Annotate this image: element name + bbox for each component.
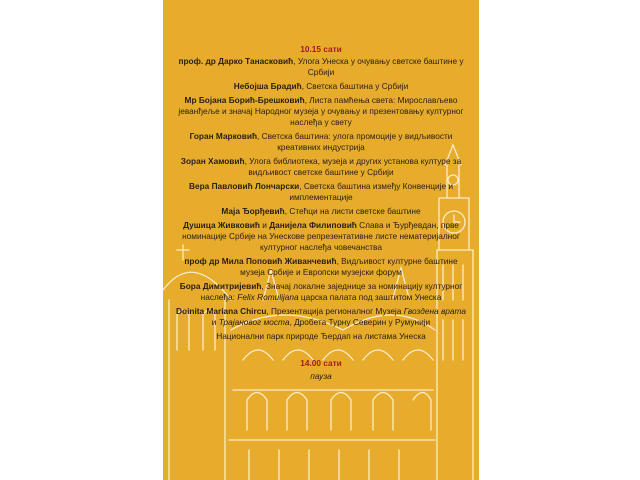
speaker-name: Маја Ђорђевић — [221, 206, 285, 217]
speaker-name: Горан Марковић — [189, 131, 258, 142]
talk-title-italic: Гвоздена врата — [403, 306, 466, 317]
program-entry — [163, 56, 479, 78]
program-entry — [163, 331, 479, 342]
program-entry — [163, 131, 479, 153]
program-schedule — [163, 44, 479, 382]
program-entry — [163, 181, 479, 203]
speaker-name: Зоран Хамовић — [180, 156, 245, 167]
program-entry — [163, 206, 479, 217]
talk-title: , Светска баштина: улога промоције у видљивости креативних индустрија — [257, 131, 453, 153]
talk-title: , Видљивост културне баштине музеја Србије и Европски музејски форум — [240, 256, 458, 278]
speaker-name: Мр Бојана Борић-Брешковић — [184, 95, 305, 105]
talk-title: , Улога Унеска у очувању светске баштине у Србији — [293, 56, 464, 78]
talk-title: Слава и Ђурђевдан, прве номинације Србије на Унескове репрезентативне листе нематеријалног културног наслеђа човечанства — [182, 220, 460, 253]
talk-title: , Значај локалне заједнице за номинацију културног наслеђа: — [200, 281, 463, 303]
talk-title: Национални парк природе Ђердап на листама Унеска — [216, 331, 426, 342]
session-time: 10.15 сати — [300, 44, 342, 54]
pause-label: пауза — [310, 370, 332, 381]
talk-title-end: , Дробета Турну Северин у Румунији — [289, 317, 431, 328]
speaker-name: Doinita Mariana Chircu — [176, 306, 267, 317]
speaker-name: Небојша Брадић — [233, 81, 302, 92]
speaker-name: проф. др Дарко Танасковић — [178, 56, 294, 67]
speaker-name: Вера Павловић Лончарски — [189, 181, 300, 192]
program-entry — [163, 281, 479, 303]
program-entry — [163, 220, 479, 254]
talk-title: , Улога библиотека, музеја и других установа културе за видљивост светске баштине у Србији — [244, 156, 462, 178]
talk-title-mid: и — [211, 317, 219, 328]
program-entry — [163, 256, 479, 278]
talk-title: , Презентација регионалног Музеја — [266, 306, 404, 317]
program-page — [163, 0, 479, 480]
name-joiner: и — [259, 220, 270, 230]
talk-title: , Стећци на листи светске баштине — [284, 206, 421, 217]
program-entry — [163, 81, 479, 92]
program-entry — [163, 156, 479, 178]
talk-title: , Листа памћења света: Мирослављево јеванђеље и значај Народног музеја у очувању и презентовању културног наслеђа у свету — [178, 95, 464, 128]
talk-title-italic-2: Трајановог моста — [218, 317, 290, 328]
talk-title-italic: Felix Romulijana — [237, 292, 299, 303]
speaker-name: проф др Мила Поповић Живанчевић — [184, 256, 337, 267]
program-entry — [163, 95, 479, 129]
speaker-name: Душица Живковић — [183, 220, 260, 230]
program-entry — [163, 306, 479, 328]
talk-title: , Светска баштина између Конвенције и имплементације — [289, 181, 453, 203]
closing-time: 14.00 сати — [300, 358, 342, 369]
talk-title: , Светска баштина у Србији — [301, 81, 409, 92]
speaker-name: Бора Димитријевић — [179, 281, 262, 292]
talk-title-end: царска палата под заштитом Унеска — [298, 292, 442, 303]
speaker-name-2: Данијела Филиповић — [269, 220, 357, 230]
